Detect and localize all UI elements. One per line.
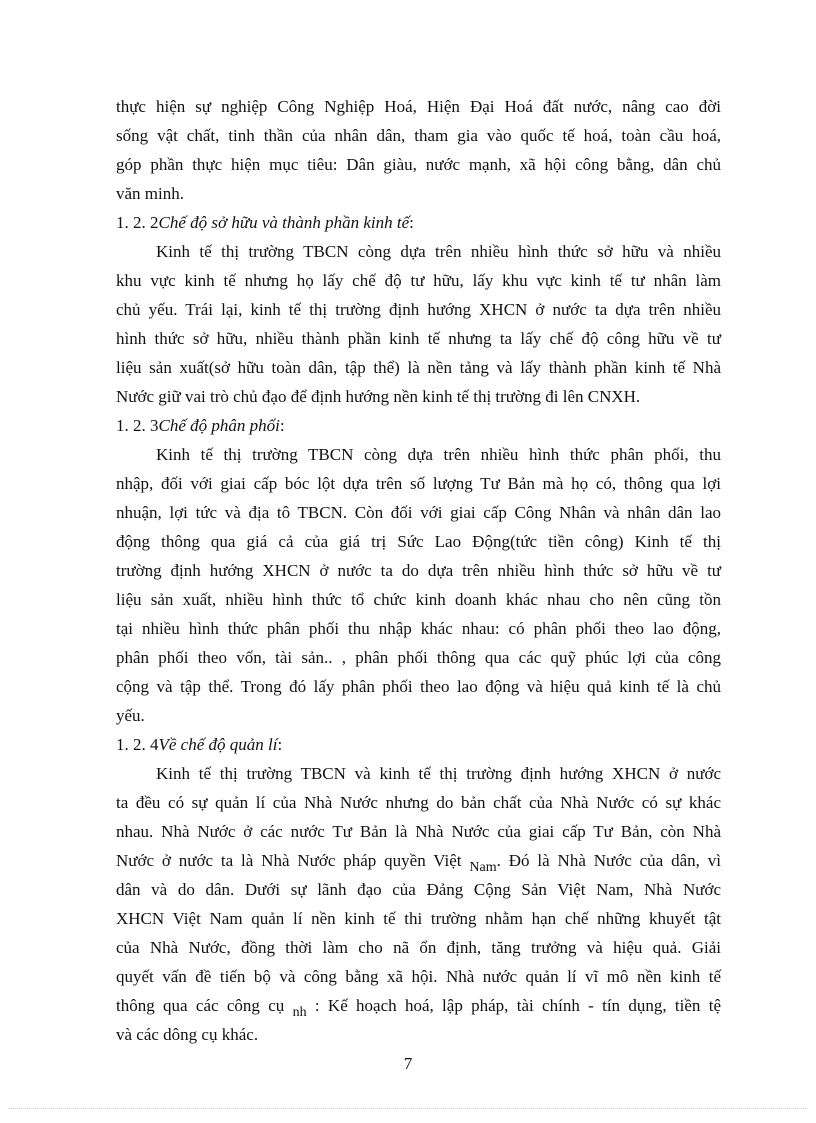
text-line: trường định hướng XHCN ở nước ta do dựa trên nhiều hình thức sở hữu về tư (116, 561, 721, 580)
page-number: 7 (403, 1054, 413, 1073)
text-line: động thông qua giá cả của giá trị Sức Lao Động(tức tiền công) Kinh tế thị (116, 532, 721, 551)
text-line: Kinh tế thị trường TBCN và kinh tế thị trường định hướng XHCN ở nước (156, 764, 721, 783)
text-line: liệu sản xuất, nhiều hình thức tổ chức kinh doanh khác nhau cho nên cũng tồn (116, 590, 721, 609)
text-line: chủ yếu. Trái lại, kinh tế thị trường định hướng XHCN ở nước ta dựa trên nhiều (116, 300, 721, 319)
section-suffix: : (409, 213, 414, 232)
text-line: dân và do dân. Dưới sự lãnh đạo của Đảng Cộng Sản Việt Nam, Nhà Nước (116, 880, 721, 899)
section-heading-1-2-4 (116, 730, 721, 759)
section-number: 1. 2. 4 (116, 735, 159, 754)
text-line (116, 991, 721, 1020)
text-line: phân phối theo vốn, tài sản.. , phân phối thông qua các quỹ phúc lợi của công (116, 648, 721, 667)
text-line: góp phần thực hiện mục tiêu: Dân giàu, nước mạnh, xã hội công bằng, dân chủ (116, 155, 721, 174)
text-line: hình thức sở hữu, nhiều thành phần kinh tế nhưng ta lấy chế độ công hữu về tư (116, 329, 721, 348)
text-line: liệu sản xuất(sở hữu toàn dân, tập thể) là nền tảng và lấy thành phần kinh tế Nhà (116, 358, 721, 377)
text-line: nhau. Nhà Nước ở các nước Tư Bản là Nhà Nước của giai cấp Tư Bản, còn Nhà (116, 822, 721, 841)
text-line: Kinh tế thị trường TBCN còng dựa trên nhiều hình thức phân phối, thu (156, 445, 721, 464)
text-fragment: . Đó là Nhà Nước của dân, vì (496, 851, 721, 870)
section-title: Chế độ sở hữu và thành phần kinh tế (158, 213, 410, 232)
text-line: tại nhiều hình thức phân phối thu nhập khác nhau: có phân phối theo lao động, (116, 619, 721, 638)
subscript-text: nh (292, 1005, 307, 1020)
text-line: của Nhà Nước, đồng thời làm cho nã ổn định, tăng trưởng và hiệu quả. Giải (116, 938, 721, 957)
text-line: quyết vấn đề tiến bộ và công bằng xã hội. Nhà nước quản lí vĩ mô nền kinh tế (116, 967, 721, 986)
document-body (116, 92, 721, 1049)
section-title: Về chế độ quản lí (158, 735, 278, 754)
section-number: 1. 2. 3 (116, 416, 159, 435)
subscript-text: Nam (469, 860, 497, 875)
text-line: văn minh. (116, 184, 184, 203)
text-line: thực hiện sự nghiệp Công Nghiệp Hoá, Hiện Đại Hoá đất nước, nâng cao đời (116, 97, 721, 116)
text-line: XHCN Việt Nam quản lí nền kinh tế thi trường nhằm hạn chế những khuyết tật (116, 909, 721, 928)
section-suffix: : (279, 416, 285, 435)
paragraph-management (116, 759, 721, 1049)
text-line: Nước giữ vai trò chủ đạo để định hướng nền kinh tế thị trường đi lên CNXH. (116, 387, 641, 406)
text-line: sống vật chất, tinh thần của nhân dân, tham gia vào quốc tế hoá, toàn cầu hoá, (116, 126, 721, 145)
text-line: ta đều có sự quản lí của Nhà Nước nhưng do bản chất của Nhà Nước có sự khác (116, 793, 721, 812)
text-line: Kinh tế thị trường TBCN còng dựa trên nhiều hình thức sở hữu và nhiều (156, 242, 721, 261)
text-line: nhập, đối với giai cấp bóc lột dựa trên số lượng Tư Bản mà họ có, thông qua lợi (116, 474, 721, 493)
paragraph-ownership (116, 237, 721, 411)
text-line: cộng và tập thể. Trong đó lấy phân phối theo lao động và hiệu quả kinh tế là chủ (116, 677, 721, 696)
page-bottom-divider (8, 1108, 808, 1109)
text-line: và các dông cụ khác. (116, 1025, 259, 1044)
text-fragment: thông qua các công cụ (116, 996, 293, 1015)
section-number: 1. 2. 2 (116, 213, 159, 232)
text-line: yếu. (116, 706, 145, 725)
text-line (116, 846, 721, 875)
text-line: khu vực kinh tế nhưng họ lấy chế độ tư hữu, lấy khu vực kinh tế tư nhân làm (116, 271, 721, 290)
paragraph-distribution (116, 440, 721, 730)
text-fragment: : Kế hoạch hoá, lập pháp, tài chính - tín dụng, tiền tệ (306, 996, 721, 1015)
section-suffix: : (277, 735, 283, 754)
text-fragment: Nước ở nước ta là Nhà Nước pháp quyền Việt (116, 851, 470, 870)
section-title: Chế độ phân phối (158, 416, 280, 435)
text-line: nhuận, lợi tức và địa tô TBCN. Còn đối với giai cấp Công Nhân và nhân dân lao (116, 503, 721, 522)
section-heading-1-2-3 (116, 411, 721, 440)
section-heading-1-2-2 (116, 208, 721, 237)
paragraph-intro (116, 92, 721, 208)
